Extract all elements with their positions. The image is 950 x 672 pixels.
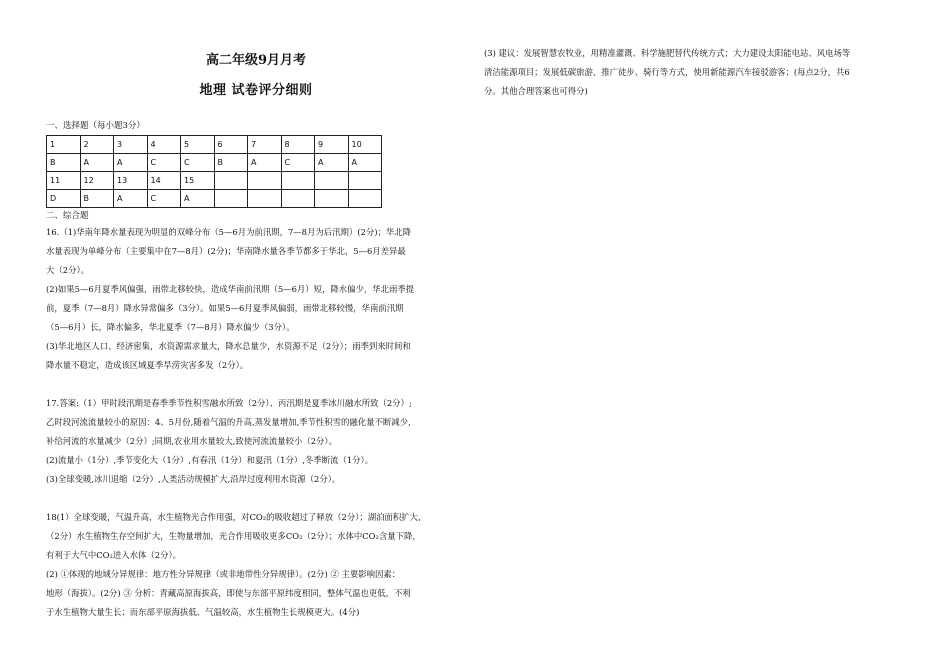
- answer-table-cell: [214, 190, 248, 208]
- answer-table-cell: C: [181, 154, 215, 172]
- answer-table: [46, 135, 382, 208]
- answer-table-cell: [214, 172, 248, 190]
- answer-table-cell: 15: [181, 172, 215, 190]
- answer-table-cell: 1: [47, 136, 81, 154]
- q18-line: (2) ①体现的地域分异规律：地方性分异规律（或非地带性分异规律）。(2分) ② 主要影响因素：: [46, 569, 401, 579]
- answer-table-row: [47, 154, 382, 172]
- answer-table-cell: 9: [315, 136, 349, 154]
- q16-line: 降水量不稳定，造成该区域夏季旱涝灾害多发（2分）。: [46, 360, 249, 370]
- q18-line: （2分）水生植物生存空间扩大，生物量增加，光合作用吸收更多CO₂（2分）；水体中CO₂含量下降，: [46, 531, 421, 541]
- q17-line: 补给河流的水量减少（2分）;同期,农业用水量较大,致使河流流量较小（2分）。: [46, 436, 337, 446]
- q16-line: 前，夏季（7—8月）降水异常偏多（3分）。如果5—6月夏季风偏弱，雨带北移较慢，华南前汛期: [46, 303, 404, 313]
- answer-table-cell: D: [47, 190, 81, 208]
- question-18-part3: [484, 44, 908, 101]
- answer-table-cell: B: [47, 154, 81, 172]
- answer-table-cell: [348, 190, 382, 208]
- answer-table-row: [47, 172, 382, 190]
- answer-table-cell: 6: [214, 136, 248, 154]
- q17-line: 17.答案:（1）甲时段汛期是春季季节性积雪融水所致（2分）、丙汛期是夏季冰川融水所致（2分）;: [46, 398, 412, 408]
- answer-table-row: [47, 190, 382, 208]
- question-18: [46, 508, 466, 622]
- q16-line: 16.（1)华南年降水量表现为明显的双峰分布（5—6月为前汛期，7—8月为后汛期）(2分)；华北降: [46, 227, 411, 237]
- q17-line: (2)流量小（1分）,季节变化大（1分）,有春汛（1分）和夏汛（1分）,冬季断流（1分）。: [46, 455, 374, 465]
- section-choice-heading: 一、选择题（每小题3分）: [46, 121, 145, 131]
- answer-table-cell: [248, 172, 282, 190]
- answer-table-cell: 7: [248, 136, 282, 154]
- answer-table-cell: A: [315, 154, 349, 172]
- answer-table-cell: A: [248, 154, 282, 172]
- answer-table-cell: 4: [147, 136, 181, 154]
- answer-table-cell: C: [147, 154, 181, 172]
- answer-table-cell: A: [80, 154, 114, 172]
- q16-line: 大（2分）。: [46, 265, 90, 275]
- exam-title: 高二年级9月月考: [205, 53, 307, 68]
- q18-line: 地形（海拔）。(2分) ③ 分析：青藏高原海拔高，即使与东部平原纬度相同，整体气温也更低，不利: [46, 588, 411, 598]
- q18-line: 18(1）全球变暖，气温升高，水生植物光合作用强，对CO₂的吸收超过了释放（2分）；湖泊面积扩大，: [46, 512, 427, 522]
- question-16: [46, 223, 466, 375]
- q18-part3-line: 分。其他合理答案也可得分): [484, 86, 588, 96]
- answer-table-cell: [315, 190, 349, 208]
- answer-table-cell: [281, 190, 315, 208]
- answer-table-cell: [248, 190, 282, 208]
- answer-table-cell: 12: [80, 172, 114, 190]
- answer-table-cell: 13: [114, 172, 148, 190]
- answer-table-cell: C: [281, 154, 315, 172]
- section-comprehensive-heading: 二、综合题: [46, 211, 89, 221]
- answer-table-row: [47, 136, 382, 154]
- q18-line: 有利于大气中CO₂进入水体（2分）。: [46, 550, 182, 560]
- q16-line: （5—6月）长，降水偏多，华北夏季（7—8月）降水偏少（3分）。: [46, 322, 295, 332]
- q18-part3-line: (3) 建议：发展智慧农牧业，用精准灌溉、科学施肥替代传统方式；大力建设太阳能电站、风电场等: [484, 48, 851, 58]
- answer-table-cell: 11: [47, 172, 81, 190]
- q18-part3-line: 清洁能源项目；发展低碳旅游，推广徒步、骑行等方式，使用新能源汽车接驳游客；(每点2分，共6: [484, 67, 850, 77]
- answer-table-cell: A: [181, 190, 215, 208]
- answer-table-cell: 8: [281, 136, 315, 154]
- answer-table-cell: [281, 172, 315, 190]
- answer-table-cell: 10: [348, 136, 382, 154]
- answer-table-cell: C: [147, 190, 181, 208]
- answer-table-cell: A: [114, 154, 148, 172]
- answer-table-cell: [348, 172, 382, 190]
- answer-table-cell: A: [348, 154, 382, 172]
- answer-table-cell: 2: [80, 136, 114, 154]
- q17-line: (3)全球变暖,冰川退缩（2分）,人类活动规模扩大,沿岸过度利用水资源（2分）。: [46, 474, 341, 484]
- right-column: [484, 44, 908, 101]
- answer-table-cell: 3: [114, 136, 148, 154]
- answer-table-cell: A: [114, 190, 148, 208]
- q16-line: 水量表现为单峰分布（主要集中在7—8月）(2分)；华南降水量各季节都多于华北，5—6月差异最: [46, 246, 406, 256]
- q16-line: (2)如果5—6月夏季风偏强，雨带北移较快，造成华南前汛期（5—6月）短，降水偏少，华北雨季提: [46, 284, 415, 294]
- answer-table-cell: B: [80, 190, 114, 208]
- answer-table-cell: [315, 172, 349, 190]
- answer-table-cell: 14: [147, 172, 181, 190]
- left-column: [46, 52, 466, 622]
- exam-subtitle: 地理 试卷评分细则: [199, 83, 313, 98]
- q18-line: 于水生植物大量生长；而东部平原海拔低、气温较高，水生植物生长规模更大。(4分): [46, 607, 360, 617]
- q16-line: (3)华北地区人口、经济密集，水资源需求量大，降水总量少，水资源不足（2分）；雨季到来时间和: [46, 341, 411, 351]
- answer-table-cell: 5: [181, 136, 215, 154]
- q17-line: 乙时段河流流量较小的原因：4、5月份,随着气温的升高,蒸发量增加,季节性积雪的融化量不断减少,: [46, 417, 411, 427]
- answer-table-cell: B: [214, 154, 248, 172]
- question-17: [46, 394, 466, 489]
